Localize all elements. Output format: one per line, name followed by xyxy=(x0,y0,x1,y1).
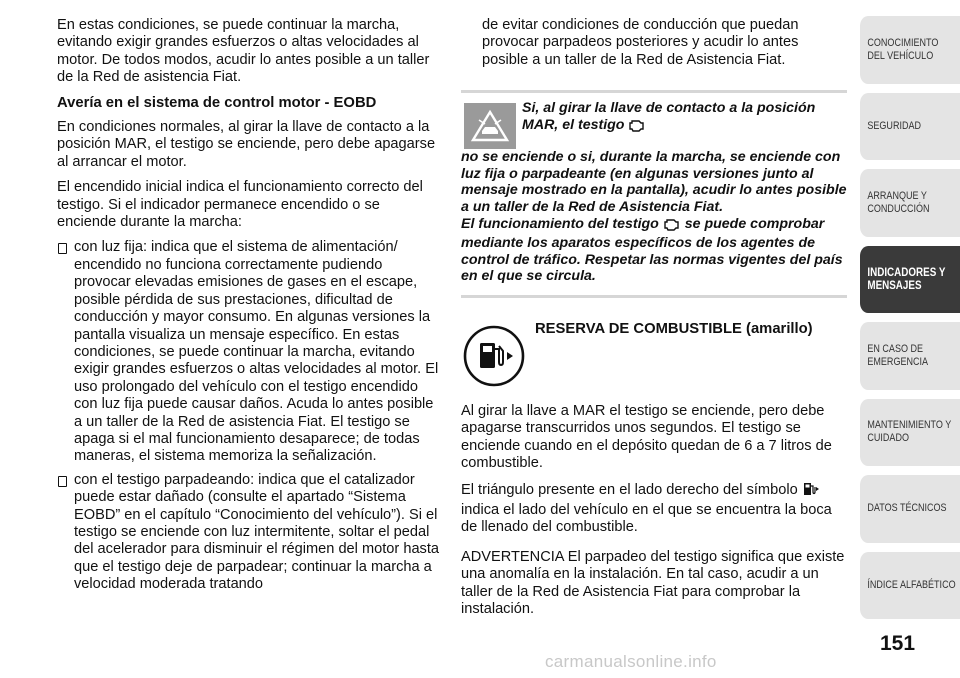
fuel-reserve-section xyxy=(461,319,847,387)
note-text-part1: Si, al girar la llave de contacto a la posición MAR, el testigo xyxy=(522,100,816,133)
tab-label-line2: MENSAJES xyxy=(867,278,922,293)
fuel-pump-icon xyxy=(463,325,525,387)
tab-label-line2: EMERGENCIA xyxy=(867,355,929,368)
fuel-reserve-title: RESERVA DE COMBUSTIBLE (amarillo) xyxy=(535,320,813,337)
paragraph-fuel-reserve: Al girar la llave a MAR el testigo se enciende, pero debe apagarse transcurridos unos segundos. El testigo se enciende cuando en el depósito quedan de 6 a 7 litros de combustible. xyxy=(461,402,832,472)
list-item xyxy=(57,239,441,465)
tab-label-line1: DATOS TÉCNICOS xyxy=(867,502,947,515)
tab-label-line2: DEL VEHÍCULO xyxy=(867,49,934,62)
paragraph-normal-conditions: En condiciones normales, al girar la llave de contacto a la posición MAR, el testigo se enciende, pero debe apagarse al arrancar el motor. xyxy=(57,119,436,170)
left-column xyxy=(57,17,441,600)
tab-label-line1: INDICADORES Y xyxy=(867,265,946,280)
tab-label-line2: CONDUCCIÓN xyxy=(867,202,930,215)
tab-conocimiento[interactable] xyxy=(860,16,960,84)
watermark: carmanualsonline.info xyxy=(545,652,717,671)
right-column xyxy=(461,17,847,626)
tab-label-line1: EN CASO DE xyxy=(867,342,924,355)
bullet-box-icon xyxy=(58,476,67,487)
note-text-part2: no se enciende o si, durante la marcha, se enciende con luz fija o parpadeante (en algunas versiones junto al mensaje mostrado en la pantalla), acudir lo antes posible a un taller de la Red de Asistencia Fiat. xyxy=(461,149,847,215)
engine-check-icon xyxy=(628,118,646,137)
tab-indice[interactable] xyxy=(860,552,960,620)
tab-emergencia[interactable] xyxy=(860,322,960,390)
paragraph-intro: En estas condiciones, se puede continuar la marcha, evitando exigir grandes esfuerzos o altas velocidades al motor. De todos modos, acudir lo antes posible a un taller de la Red de asistencia Fiat. xyxy=(57,17,430,86)
bullet-text-fixed-light: con luz fija: indica que el sistema de alimentación/ encendido no funciona correctamente pudiendo provocar elevadas emisiones de gases en el escape, posible pérdida de sus prestaciones, dificultad de conducción y mayor consumo. En algunas versiones la pantalla visualiza un mensaje específico. En estas condiciones, se puede continuar la marcha, evitando exigir grandes esfuerzos o altas velocidades al motor. El uso prolongado del vehículo con el testigo encendido con luz fija puede causar daños. Acuda lo antes posible a un taller de la Red de asistencia Fiat. El testigo se apaga si el mal funcionamiento desaparece; de todas maneras, el sistema memoriza la señalización. xyxy=(74,239,439,465)
tab-mantenimiento[interactable] xyxy=(860,399,960,467)
page-number: 151 xyxy=(880,632,916,655)
tab-label-line1: CONOCIMIENTO xyxy=(867,36,939,49)
bullet-text-flashing: con el testigo parpadeando: indica que el catalizador puede estar dañado (consulte el apartado “Sistema EOBD” en el capítulo “Conocimiento del vehículo”). Si el testigo se enciende con luz intermitente, soltar el pedal del acelerador para disminuir el régimen del motor hasta que el testigo deje de parpadear; continuar la marcha a velocidad moderada tratando xyxy=(74,471,440,593)
paragraph-warning: ADVERTENCIA El parpadeo del testigo significa que existe una anomalía en la instalación. En tal caso, acudir a un taller de la Red de Asistencia Fiat para comprobar la instalación. xyxy=(461,548,845,618)
bullet-box-icon xyxy=(58,243,67,254)
paragraph-continuation: de evitar condiciones de conducción que puedan provocar parpadeos posteriores y acudir lo antes posible a un taller de la Red de Asistencia Fiat. xyxy=(482,17,799,68)
tab-indicadores[interactable] xyxy=(860,246,960,314)
fuel-triangle-text-a: El triángulo presente en el lado derecho del símbolo xyxy=(461,481,802,498)
tab-label-line1: SEGURIDAD xyxy=(867,119,922,132)
engine-check-icon xyxy=(663,217,681,236)
section-heading-eobd: Avería en el sistema de control motor - EOBD xyxy=(57,94,377,111)
warning-triangle-car-icon xyxy=(464,103,516,149)
fuel-pump-icon xyxy=(802,481,820,502)
tab-seguridad[interactable] xyxy=(860,93,960,161)
tab-label-line2: CUIDADO xyxy=(867,432,909,445)
fuel-triangle-text-b: indica el lado del vehículo en el que se encuentra la boca de llenado del combustible. xyxy=(461,502,832,536)
warning-note xyxy=(461,90,847,298)
tab-datos-tecnicos[interactable] xyxy=(860,475,960,543)
list-item xyxy=(57,472,441,594)
chapter-sidebar xyxy=(860,16,960,628)
paragraph-fuel-triangle xyxy=(461,481,847,537)
note-text-part3: El funcionamiento del testigo xyxy=(461,215,663,232)
tab-label-line1: MANTENIMIENTO Y xyxy=(867,419,952,432)
tab-arranque[interactable] xyxy=(860,169,960,237)
note-text-part4: se puede comprobar mediante los aparatos específicos de los agentes de control de tráfico. Respetar las normas vigentes del país en el que se circula. xyxy=(461,215,843,285)
tab-label-line1: ÍNDICE ALFABÉTICO xyxy=(867,578,956,591)
paragraph-initial-ignition: El encendido inicial indica el funcionamiento correcto del testigo. Si el indicador permanece encendido o se enciende durante la marcha: xyxy=(57,179,423,231)
tab-label-line1: ARRANQUE Y xyxy=(867,189,927,202)
